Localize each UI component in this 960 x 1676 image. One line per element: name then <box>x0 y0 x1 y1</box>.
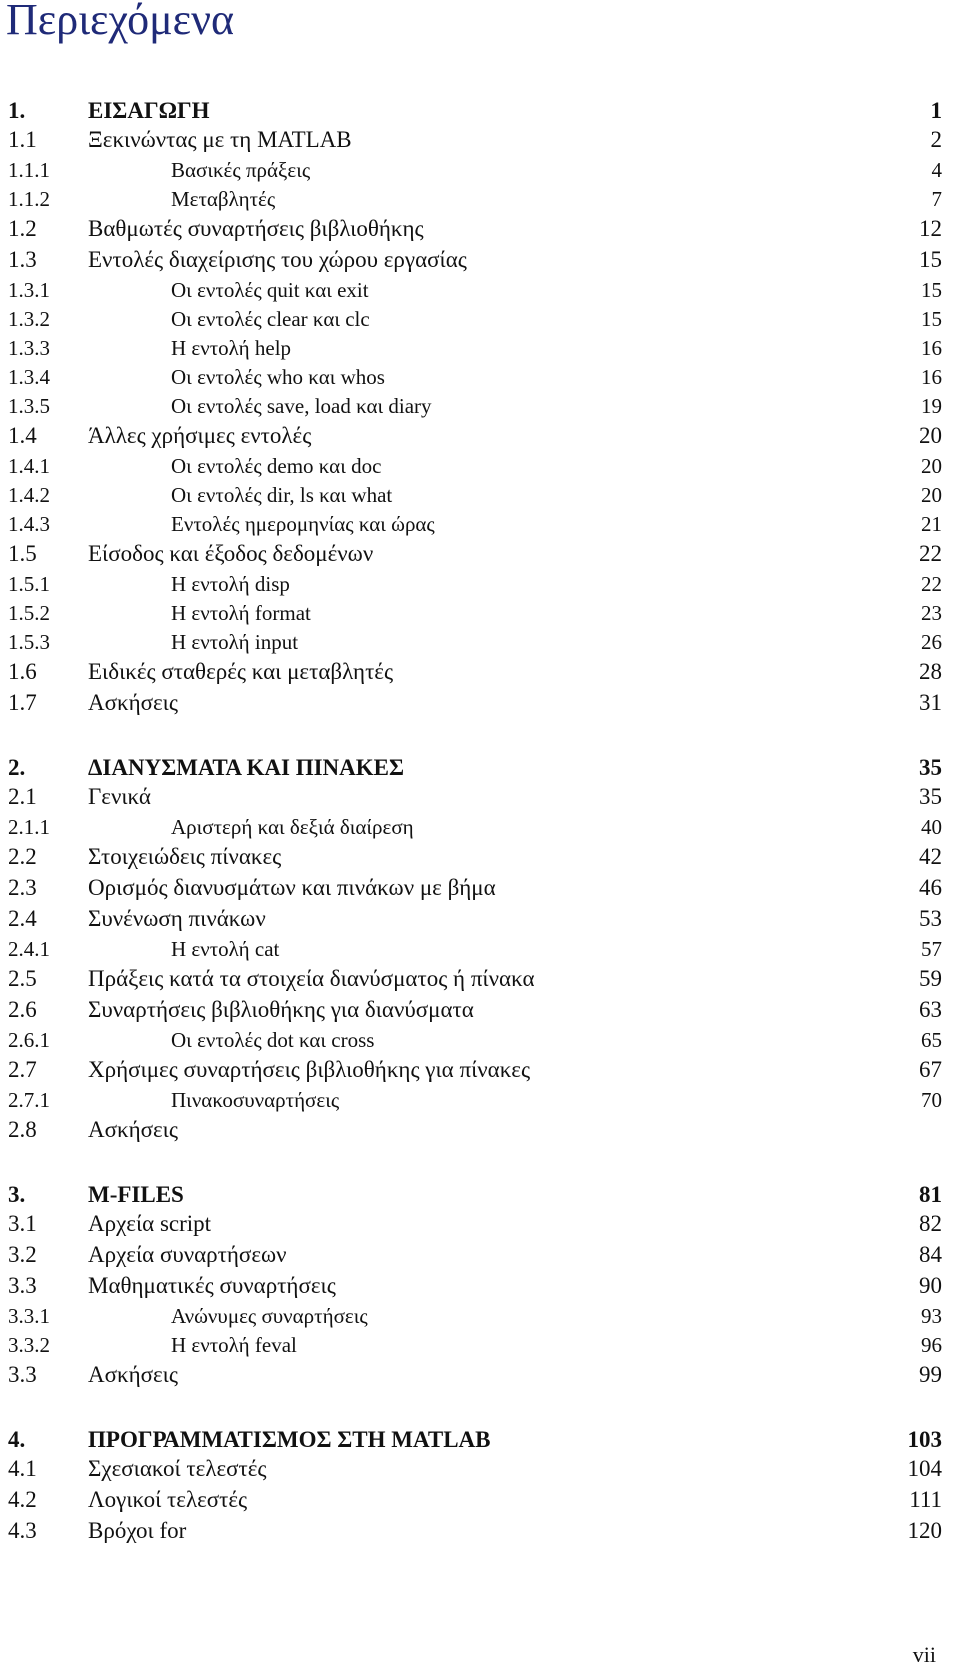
toc-number: 2.7.1 <box>8 1088 50 1112</box>
toc-page: 20 <box>921 454 942 478</box>
toc-number: 2.4.1 <box>8 937 50 961</box>
toc-page: 99 <box>919 1362 942 1387</box>
toc-section-row[interactable] <box>8 1273 948 1304</box>
toc-number: 1.4.2 <box>8 483 50 507</box>
toc-subsection-row[interactable] <box>8 187 948 216</box>
toc-page: 23 <box>921 601 942 625</box>
toc-title: ΠΡΟΓΡΑΜΜΑΤΙΣΜΟΣ ΣΤΗ MATLAB <box>88 1427 491 1452</box>
toc-title: Συναρτήσεις βιβλιοθήκης για διανύσματα <box>88 997 474 1022</box>
toc-subsection-row[interactable] <box>8 601 948 630</box>
toc-title: Στοιχειώδεις πίνακες <box>88 844 282 869</box>
toc-subsection-row[interactable] <box>8 1028 948 1057</box>
toc-number: 3.3.1 <box>8 1304 50 1328</box>
toc-title: Πράξεις κατά τα στοιχεία διανύσματος ή πίνακα <box>88 966 535 991</box>
toc-section-row[interactable] <box>8 127 948 158</box>
toc-section-row[interactable] <box>8 906 948 937</box>
toc-page: 67 <box>919 1057 942 1082</box>
toc-page: 46 <box>919 875 942 900</box>
toc-number: 1.7 <box>8 690 37 715</box>
toc-page: 35 <box>919 755 942 780</box>
toc-title: Άλλες χρήσιμες εντολές <box>88 423 312 448</box>
toc-section-row[interactable] <box>8 1456 948 1487</box>
toc-page: 15 <box>921 278 942 302</box>
page-title: Περιεχόμενα <box>6 0 235 44</box>
toc-title: Οι εντολές save, load και diary <box>171 394 432 418</box>
toc-title: Εντολές ημερομηνίας και ώρας <box>171 512 435 536</box>
toc-page: 70 <box>921 1088 942 1112</box>
toc-title: Η εντολή cat <box>171 937 280 961</box>
toc-number: 3.3 <box>8 1362 37 1387</box>
toc-chapter-row[interactable] <box>8 1180 948 1211</box>
toc-number: 2.2 <box>8 844 37 869</box>
toc-title: Είσοδος και έξοδος δεδομένων <box>88 541 374 566</box>
toc-number: 4. <box>8 1427 26 1452</box>
toc-number: 1.5.1 <box>8 572 50 596</box>
toc-subsection-row[interactable] <box>8 1333 948 1362</box>
toc-subsection-row[interactable] <box>8 630 948 659</box>
toc-page: 120 <box>907 1518 942 1543</box>
toc-title: Λογικοί τελεστές <box>88 1487 248 1512</box>
toc-page: 53 <box>919 906 942 931</box>
toc-page: 16 <box>921 365 942 389</box>
toc-number: 3.3 <box>8 1273 37 1298</box>
toc-page: 65 <box>921 1028 942 1052</box>
toc-number: 1.3.3 <box>8 336 50 360</box>
toc-title: Οι εντολές clear και clc <box>171 307 370 331</box>
toc-title: Ξεκινώντας με τη MATLAB <box>88 127 352 152</box>
toc-section-row[interactable] <box>8 1057 948 1088</box>
toc-number: 1.3.5 <box>8 394 50 418</box>
toc-page: 22 <box>921 572 942 596</box>
toc-subsection-row[interactable] <box>8 1088 948 1117</box>
toc-section-row[interactable] <box>8 541 948 572</box>
toc-title: Αριστερή και δεξιά διαίρεση <box>171 815 414 839</box>
toc-subsection-row[interactable] <box>8 336 948 365</box>
toc-section-row[interactable] <box>8 875 948 906</box>
chapter-gap <box>8 721 948 753</box>
toc-page: 84 <box>919 1242 942 1267</box>
toc-title: ΔΙΑΝΥΣΜΑΤΑ ΚΑΙ ΠΙΝΑΚΕΣ <box>88 755 405 780</box>
toc-chapter-row[interactable] <box>8 1425 948 1456</box>
toc-title: Η εντολή feval <box>171 1333 297 1357</box>
toc-title: Συνένωση πινάκων <box>88 906 266 931</box>
toc-title: Ασκήσεις <box>88 1362 178 1387</box>
toc-section-row[interactable] <box>8 1211 948 1242</box>
toc-page: 81 <box>919 1182 942 1207</box>
toc-subsection-row[interactable] <box>8 307 948 336</box>
toc-title: Οι εντολές quit και exit <box>171 278 369 302</box>
toc-section-row[interactable] <box>8 1518 948 1549</box>
toc-title: Η εντολή format <box>171 601 311 625</box>
toc-page: 16 <box>921 336 942 360</box>
toc-number: 2.7 <box>8 1057 37 1082</box>
toc-subsection-row[interactable] <box>8 1304 948 1333</box>
toc-subsection-row[interactable] <box>8 158 948 187</box>
toc-title: Ασκήσεις <box>88 690 178 715</box>
toc-number: 1.4.3 <box>8 512 50 536</box>
toc-page: 12 <box>919 216 942 241</box>
toc-title: Οι εντολές who και whos <box>171 365 385 389</box>
toc-page: 21 <box>921 512 942 536</box>
toc-page: 96 <box>921 1333 942 1357</box>
toc-number: 1.3.4 <box>8 365 50 389</box>
toc-title: Σχεσιακοί τελεστές <box>88 1456 267 1481</box>
toc-page: 1 <box>930 98 942 123</box>
toc-section-row[interactable] <box>8 1362 948 1393</box>
toc-page: 59 <box>919 966 942 991</box>
toc-number: 1.4 <box>8 423 37 448</box>
toc-title: Γενικά <box>88 784 151 809</box>
toc-page: 93 <box>921 1304 942 1328</box>
toc-page: 31 <box>919 690 942 715</box>
toc-number: 4.1 <box>8 1456 37 1481</box>
toc-number: 1.5.3 <box>8 630 50 654</box>
toc-page: 111 <box>909 1487 942 1512</box>
toc-number: 3.3.2 <box>8 1333 50 1357</box>
toc-section-row[interactable] <box>8 1487 948 1518</box>
toc-chapter-row[interactable] <box>8 753 948 784</box>
toc-page: 28 <box>919 659 942 684</box>
table-of-contents <box>8 96 948 1549</box>
toc-page: 63 <box>919 997 942 1022</box>
toc-section-row[interactable] <box>8 997 948 1028</box>
toc-title: Οι εντολές demo και doc <box>171 454 382 478</box>
toc-page: 57 <box>921 937 942 961</box>
toc-page: 26 <box>921 630 942 654</box>
toc-subsection-row[interactable] <box>8 454 948 483</box>
toc-title: Βαθμωτές συναρτήσεις βιβλιοθήκης <box>88 216 424 241</box>
toc-number: 2.6 <box>8 997 37 1022</box>
toc-title: Βρόχοι for <box>88 1518 187 1543</box>
toc-page: 35 <box>919 784 942 809</box>
toc-number: 3. <box>8 1182 26 1207</box>
toc-section-row[interactable] <box>8 659 948 690</box>
toc-page: 7 <box>931 187 942 211</box>
toc-title: Ασκήσεις <box>88 1117 178 1142</box>
toc-number: 1.2 <box>8 216 37 241</box>
toc-number: 3.2 <box>8 1242 37 1267</box>
toc-page: 15 <box>921 307 942 331</box>
toc-section-row[interactable] <box>8 423 948 454</box>
toc-number: 1.6 <box>8 659 37 684</box>
chapter-gap <box>8 1393 948 1425</box>
toc-subsection-row[interactable] <box>8 483 948 512</box>
toc-page: 20 <box>921 483 942 507</box>
toc-title: Η εντολή input <box>171 630 299 654</box>
toc-page: 15 <box>919 247 942 272</box>
toc-number: 1.4.1 <box>8 454 50 478</box>
toc-title: ΕΙΣΑΓΩΓΗ <box>88 98 210 123</box>
toc-section-row[interactable] <box>8 216 948 247</box>
toc-title: Η εντολή help <box>171 336 292 360</box>
toc-section-row[interactable] <box>8 690 948 721</box>
toc-number: 1.1.2 <box>8 187 50 211</box>
toc-number: 2.5 <box>8 966 37 991</box>
toc-number: 1.3.2 <box>8 307 50 331</box>
toc-number: 4.2 <box>8 1487 37 1512</box>
toc-subsection-row[interactable] <box>8 815 948 844</box>
toc-page: 4 <box>931 158 942 182</box>
toc-number: 3.1 <box>8 1211 37 1236</box>
toc-number: 1.5 <box>8 541 37 566</box>
toc-title: Αρχεία συναρτήσεων <box>88 1242 287 1267</box>
toc-number: 1.3 <box>8 247 37 272</box>
toc-section-row[interactable] <box>8 784 948 815</box>
toc-chapter-row[interactable] <box>8 96 948 127</box>
toc-number: 2.1 <box>8 784 37 809</box>
toc-title: Βασικές πράξεις <box>171 158 311 182</box>
toc-title: Ανώνυμες συναρτήσεις <box>171 1304 368 1328</box>
toc-title: Αρχεία script <box>88 1211 212 1236</box>
toc-title: Ορισμός διανυσμάτων και πινάκων με βήμα <box>88 875 496 900</box>
toc-page: 90 <box>919 1273 942 1298</box>
toc-title: M-FILES <box>88 1182 184 1207</box>
toc-section-row[interactable] <box>8 1117 948 1148</box>
toc-number: 2. <box>8 755 26 780</box>
toc-page: 103 <box>907 1427 942 1452</box>
toc-section-row[interactable] <box>8 1242 948 1273</box>
toc-page: 2 <box>930 127 942 152</box>
toc-title: Η εντολή disp <box>171 572 290 596</box>
toc-number: 2.4 <box>8 906 37 931</box>
toc-subsection-row[interactable] <box>8 572 948 601</box>
toc-number: 2.8 <box>8 1117 37 1142</box>
toc-section-row[interactable] <box>8 966 948 997</box>
toc-page: 104 <box>907 1456 942 1481</box>
toc-title: Μεταβλητές <box>171 187 276 211</box>
toc-number: 1.5.2 <box>8 601 50 625</box>
toc-page: 82 <box>919 1211 942 1236</box>
toc-subsection-row[interactable] <box>8 937 948 966</box>
toc-title: Οι εντολές dot και cross <box>171 1028 375 1052</box>
toc-subsection-row[interactable] <box>8 365 948 394</box>
toc-number: 1.1 <box>8 127 37 152</box>
toc-title: Οι εντολές dir, ls και what <box>171 483 393 507</box>
toc-page: 20 <box>919 423 942 448</box>
toc-title: Εντολές διαχείρισης του χώρου εργασίας <box>88 247 467 272</box>
toc-subsection-row[interactable] <box>8 394 948 423</box>
chapter-gap <box>8 1148 948 1180</box>
toc-section-row[interactable] <box>8 844 948 875</box>
toc-subsection-row[interactable] <box>8 512 948 541</box>
toc-title: Χρήσιμες συναρτήσεις βιβλιοθήκης για πίνακες <box>88 1057 531 1082</box>
toc-number: 4.3 <box>8 1518 37 1543</box>
toc-number: 1. <box>8 98 26 123</box>
toc-number: 2.6.1 <box>8 1028 50 1052</box>
toc-title: Μαθηματικές συναρτήσεις <box>88 1273 336 1298</box>
toc-number: 2.1.1 <box>8 815 50 839</box>
toc-number: 2.3 <box>8 875 37 900</box>
toc-page: 19 <box>921 394 942 418</box>
toc-page: 40 <box>921 815 942 839</box>
toc-page: 22 <box>919 541 942 566</box>
toc-number: 1.3.1 <box>8 278 50 302</box>
toc-title: Ειδικές σταθερές και μεταβλητές <box>88 659 394 684</box>
toc-title: Πινακοσυναρτήσεις <box>171 1088 340 1112</box>
page-number: vii <box>912 1642 936 1667</box>
toc-section-row[interactable] <box>8 247 948 278</box>
toc-subsection-row[interactable] <box>8 278 948 307</box>
toc-page: 42 <box>919 844 942 869</box>
toc-number: 1.1.1 <box>8 158 50 182</box>
